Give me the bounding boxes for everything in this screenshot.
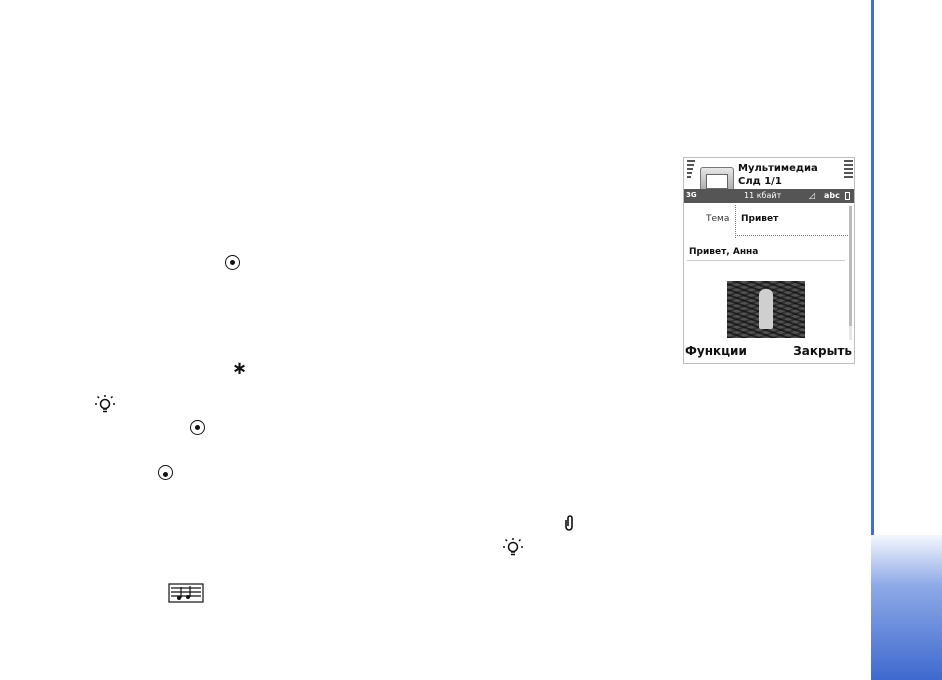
message-size: 11 кбайт [744, 191, 782, 200]
attachment-paperclip-icon [563, 514, 575, 532]
options-softkey[interactable]: Функции [685, 344, 747, 358]
body-divider [687, 260, 845, 261]
presentation-icon [168, 583, 204, 603]
signal-strength-icon [687, 160, 695, 188]
subject-field[interactable]: Привет [741, 214, 779, 224]
network-indicator: 3G [686, 191, 697, 199]
tip-lightbulb-icon [94, 394, 116, 416]
phone-screen [683, 157, 855, 364]
close-softkey[interactable]: Закрыть [793, 344, 852, 358]
section-tab-upper [871, 0, 942, 535]
section-tab [871, 0, 942, 680]
screen-subtitle: Слд 1/1 [738, 176, 782, 187]
selection-key-icon [190, 420, 205, 435]
scroll-indicator-icon [845, 192, 850, 200]
send-arrow-icon: ◿ [809, 191, 816, 200]
subject-label: Тема [706, 214, 730, 224]
field-separator [735, 205, 736, 238]
screen-title: Мультимедиа [738, 163, 818, 174]
battery-icon [844, 160, 853, 188]
star-key-icon: ∗ [232, 358, 248, 379]
field-underline [735, 235, 848, 236]
input-mode-indicator: abc [824, 191, 840, 200]
attached-photo[interactable] [727, 281, 805, 338]
message-body-text[interactable]: Привет, Анна [689, 247, 759, 257]
scroll-down-key-icon [158, 465, 173, 480]
tip-lightbulb-icon [502, 537, 524, 559]
selection-key-icon [225, 255, 240, 270]
scrollbar-thumb[interactable] [849, 206, 852, 326]
section-tab-lower [871, 535, 942, 680]
